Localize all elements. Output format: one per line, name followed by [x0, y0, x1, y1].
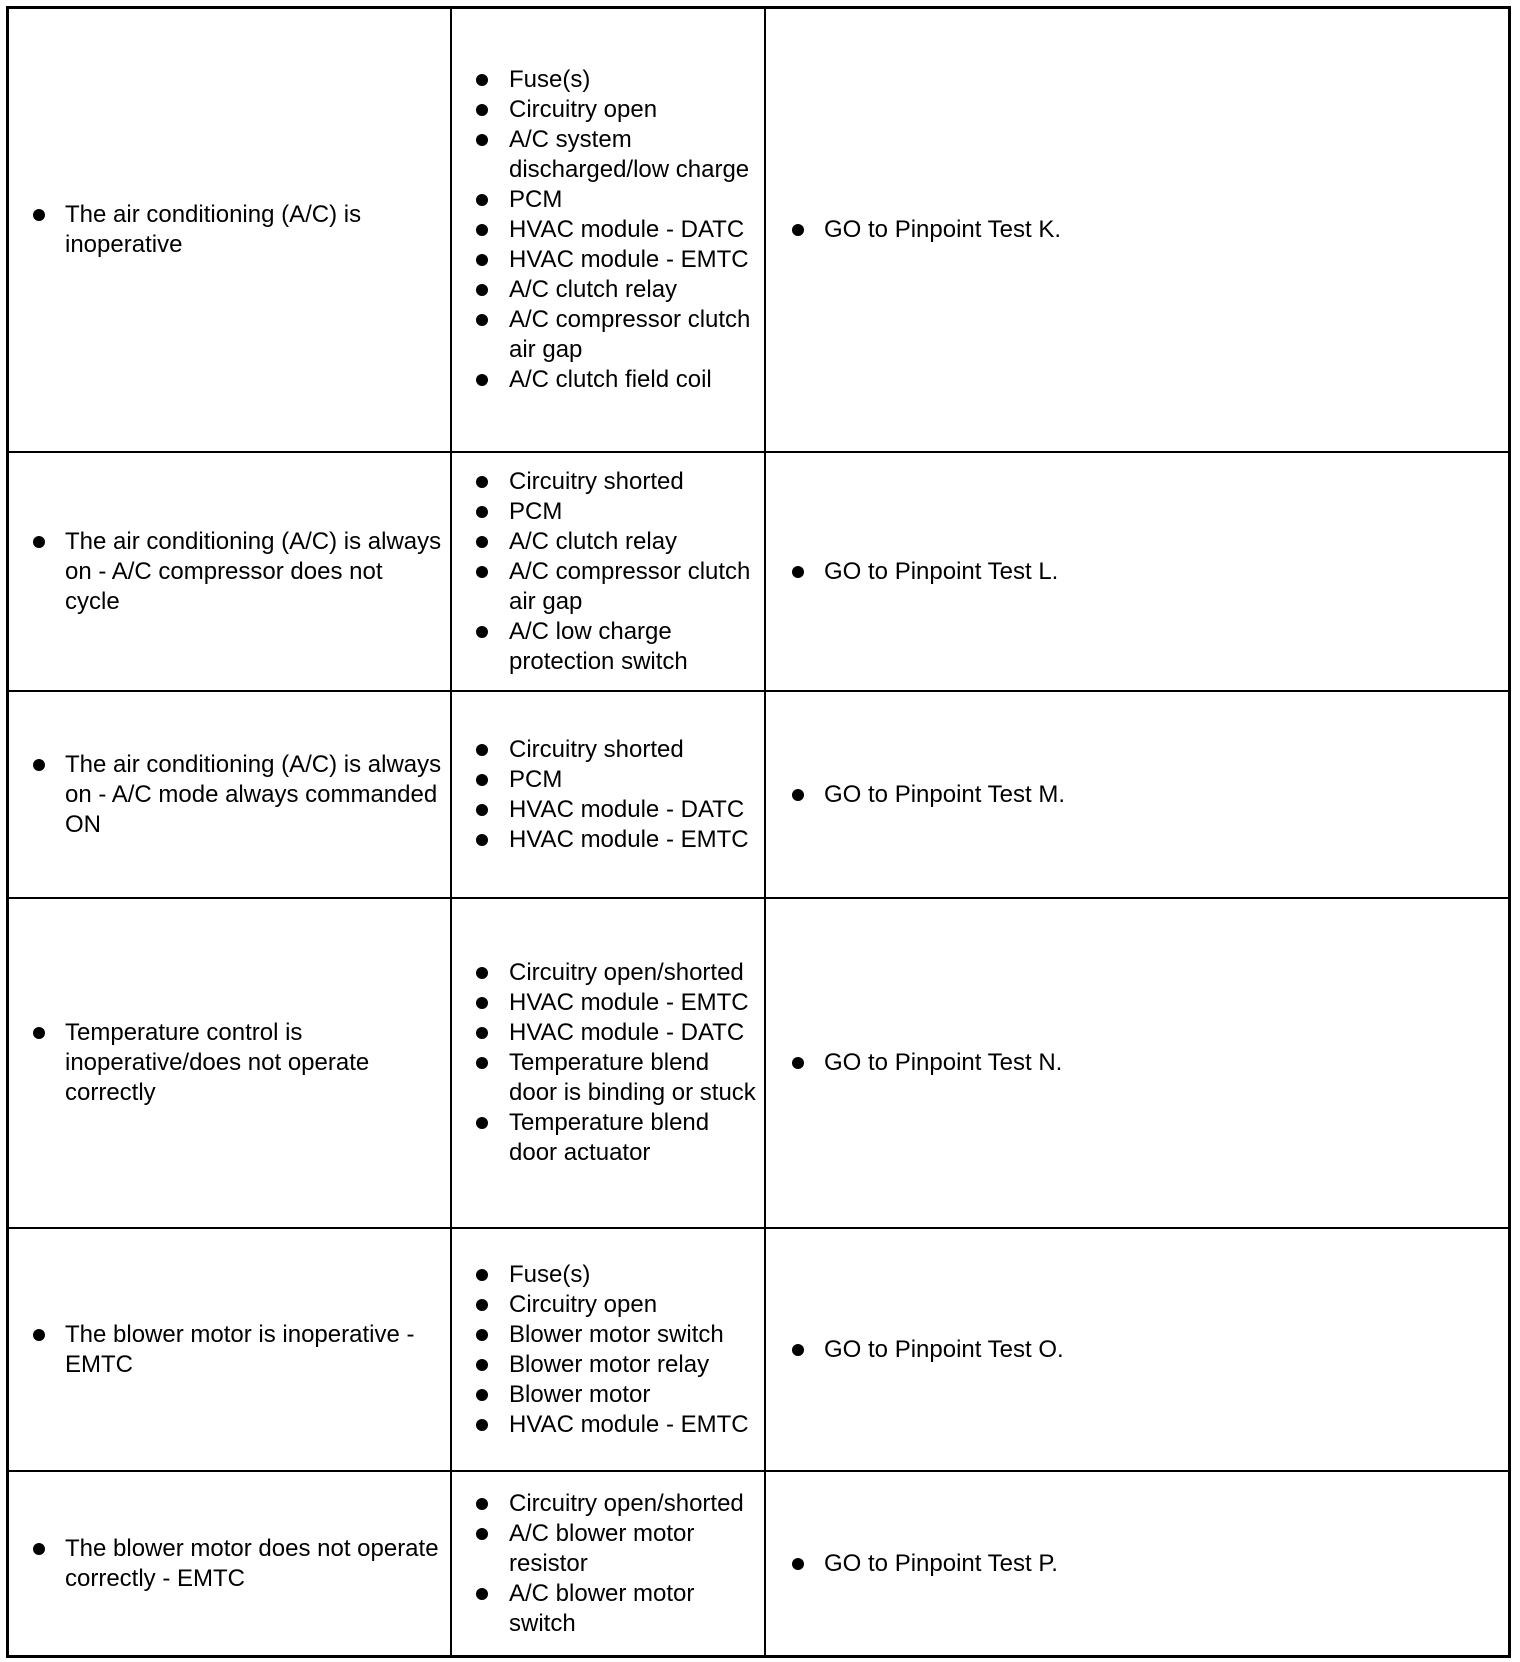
- cause-text: PCM: [509, 186, 563, 213]
- symptom-chart: [6, 6, 1511, 1658]
- list-item: [824, 780, 1500, 810]
- cause-text: A/C system discharged/low charge: [509, 126, 750, 183]
- list-item: [509, 557, 758, 617]
- cause-text: Fuse(s): [509, 1260, 591, 1288]
- bullet-icon: [476, 536, 488, 548]
- bullet-icon: [476, 1027, 488, 1039]
- cause-text: Circuitry shorted: [509, 467, 684, 495]
- cause-cell: [451, 691, 765, 898]
- bullet-icon: [476, 997, 488, 1009]
- symptom-text: The air conditioning (A/C) is always on - A/C compressor does not cycle: [65, 527, 442, 615]
- cause-text: A/C clutch field coil: [509, 366, 712, 393]
- cause-cell: [451, 1471, 765, 1655]
- bullet-icon: [792, 789, 804, 801]
- list-item: [65, 1018, 442, 1108]
- action-text: GO to Pinpoint Test K.: [824, 216, 1062, 243]
- list-item: [509, 245, 758, 275]
- bullet-icon: [476, 1057, 488, 1069]
- list-item: [509, 735, 758, 765]
- list-item: [509, 1018, 758, 1048]
- cause-cell: [451, 452, 765, 691]
- action-cell: [765, 898, 1508, 1228]
- action-text: GO to Pinpoint Test L.: [824, 557, 1059, 585]
- cause-text: A/C clutch relay: [509, 527, 678, 555]
- list-item: [65, 1534, 442, 1594]
- action-cell: [765, 691, 1508, 898]
- table-row: [9, 898, 1508, 1228]
- symptom-cell: [9, 9, 451, 452]
- list-item: [509, 1108, 758, 1168]
- cause-text: A/C compressor clutch air gap: [509, 306, 751, 363]
- list-item: [509, 275, 758, 305]
- bullet-icon: [792, 566, 804, 578]
- cause-text: Circuitry shorted: [509, 735, 684, 763]
- list-item: [509, 467, 758, 497]
- table-row: [9, 452, 1508, 691]
- list-item: [509, 1519, 758, 1579]
- cause-text: A/C compressor clutch air gap: [509, 557, 751, 615]
- cause-text: HVAC module - EMTC: [509, 825, 749, 853]
- list-item: [65, 750, 442, 840]
- bullet-icon: [33, 1027, 45, 1039]
- bullet-icon: [476, 1528, 488, 1540]
- action-cell: [765, 1228, 1508, 1471]
- bullet-icon: [476, 774, 488, 786]
- cause-text: A/C blower motor switch: [509, 1579, 695, 1637]
- bullet-icon: [476, 1588, 488, 1600]
- symptom-cell: [9, 898, 451, 1228]
- cause-text: Blower motor relay: [509, 1350, 710, 1378]
- list-item: [509, 1579, 758, 1639]
- bullet-icon: [476, 194, 488, 206]
- bullet-icon: [476, 566, 488, 578]
- list-item: [824, 1335, 1500, 1365]
- bullet-icon: [476, 1329, 488, 1341]
- list-item: [509, 1350, 758, 1380]
- bullet-icon: [33, 536, 45, 548]
- bullet-icon: [476, 1389, 488, 1401]
- bullet-icon: [476, 1419, 488, 1431]
- bullet-icon: [476, 476, 488, 488]
- list-item: [509, 617, 758, 677]
- cause-cell: [451, 898, 765, 1228]
- action-cell: [765, 1471, 1508, 1655]
- list-item: [509, 305, 758, 365]
- bullet-icon: [476, 104, 488, 116]
- table-row: [9, 1228, 1508, 1471]
- list-item: [509, 765, 758, 795]
- bullet-icon: [476, 967, 488, 979]
- cause-text: Circuitry open: [509, 96, 658, 123]
- bullet-icon: [476, 74, 488, 86]
- cause-text: HVAC module - DATC: [509, 1019, 745, 1046]
- symptom-table: [9, 9, 1508, 1655]
- list-item: [509, 958, 758, 988]
- bullet-icon: [476, 1359, 488, 1371]
- list-item: [824, 1549, 1500, 1579]
- list-item: [509, 1410, 758, 1440]
- list-item: [509, 795, 758, 825]
- cause-text: PCM: [509, 497, 563, 525]
- list-item: [509, 215, 758, 245]
- cause-text: Blower motor: [509, 1380, 651, 1408]
- cause-text: Circuitry open: [509, 1290, 658, 1318]
- symptom-text: The air conditioning (A/C) is inoperative: [65, 201, 362, 258]
- list-item: [509, 365, 758, 395]
- cause-text: HVAC module - EMTC: [509, 1410, 749, 1438]
- cause-text: Fuse(s): [509, 66, 591, 93]
- bullet-icon: [792, 224, 804, 236]
- list-item: [509, 988, 758, 1018]
- symptom-cell: [9, 691, 451, 898]
- symptom-text: The blower motor is inoperative - EMTC: [65, 1320, 415, 1378]
- cause-cell: [451, 1228, 765, 1471]
- cause-text: Circuitry open/shorted: [509, 1489, 744, 1517]
- bullet-icon: [476, 224, 488, 236]
- table-row: [9, 1471, 1508, 1655]
- list-item: [509, 125, 758, 185]
- bullet-icon: [476, 134, 488, 146]
- cause-text: HVAC module - EMTC: [509, 989, 749, 1016]
- cause-cell: [451, 9, 765, 452]
- bullet-icon: [476, 1269, 488, 1281]
- list-item: [509, 95, 758, 125]
- cause-text: A/C clutch relay: [509, 276, 678, 303]
- list-item: [509, 1048, 758, 1108]
- bullet-icon: [792, 1057, 804, 1069]
- list-item: [509, 1489, 758, 1519]
- list-item: [824, 557, 1500, 587]
- bullet-icon: [33, 759, 45, 771]
- cause-text: A/C blower motor resistor: [509, 1519, 695, 1577]
- list-item: [65, 200, 442, 260]
- action-text: GO to Pinpoint Test M.: [824, 780, 1065, 808]
- table-row: [9, 9, 1508, 452]
- symptom-text: The blower motor does not operate correctly - EMTC: [65, 1534, 439, 1592]
- list-item: [509, 65, 758, 95]
- cause-text: Circuitry open/shorted: [509, 959, 744, 986]
- cause-text: HVAC module - DATC: [509, 216, 745, 243]
- bullet-icon: [476, 834, 488, 846]
- symptom-cell: [9, 1471, 451, 1655]
- list-item: [509, 1290, 758, 1320]
- list-item: [65, 527, 442, 617]
- symptom-cell: [9, 1228, 451, 1471]
- bullet-icon: [476, 284, 488, 296]
- cause-text: Temperature blend door actuator: [509, 1109, 710, 1166]
- bullet-icon: [792, 1344, 804, 1356]
- bullet-icon: [476, 374, 488, 386]
- bullet-icon: [476, 1299, 488, 1311]
- bullet-icon: [792, 1558, 804, 1570]
- bullet-icon: [476, 1117, 488, 1129]
- list-item: [824, 215, 1500, 245]
- action-text: GO to Pinpoint Test P.: [824, 1549, 1058, 1577]
- table-row: [9, 691, 1508, 898]
- list-item: [509, 1380, 758, 1410]
- symptom-text: Temperature control is inoperative/does not operate correctly: [65, 1019, 370, 1106]
- bullet-icon: [476, 314, 488, 326]
- cause-text: Temperature blend door is binding or stuck: [509, 1049, 756, 1106]
- symptom-cell: [9, 452, 451, 691]
- action-cell: [765, 9, 1508, 452]
- list-item: [509, 527, 758, 557]
- action-text: GO to Pinpoint Test O.: [824, 1335, 1064, 1363]
- cause-text: HVAC module - DATC: [509, 795, 745, 823]
- bullet-icon: [476, 254, 488, 266]
- list-item: [509, 1260, 758, 1290]
- bullet-icon: [33, 209, 45, 221]
- bullet-icon: [476, 1498, 488, 1510]
- bullet-icon: [476, 626, 488, 638]
- cause-text: Blower motor switch: [509, 1320, 724, 1348]
- action-cell: [765, 452, 1508, 691]
- list-item: [824, 1048, 1500, 1078]
- symptom-text: The air conditioning (A/C) is always on - A/C mode always commanded ON: [65, 750, 442, 838]
- bullet-icon: [33, 1543, 45, 1555]
- list-item: [65, 1320, 442, 1380]
- bullet-icon: [476, 506, 488, 518]
- cause-text: HVAC module - EMTC: [509, 246, 749, 273]
- action-text: GO to Pinpoint Test N.: [824, 1049, 1063, 1076]
- bullet-icon: [476, 744, 488, 756]
- list-item: [509, 825, 758, 855]
- list-item: [509, 497, 758, 527]
- cause-text: PCM: [509, 765, 563, 793]
- bullet-icon: [476, 804, 488, 816]
- cause-text: A/C low charge protection switch: [509, 617, 688, 675]
- bullet-icon: [33, 1329, 45, 1341]
- list-item: [509, 1320, 758, 1350]
- list-item: [509, 185, 758, 215]
